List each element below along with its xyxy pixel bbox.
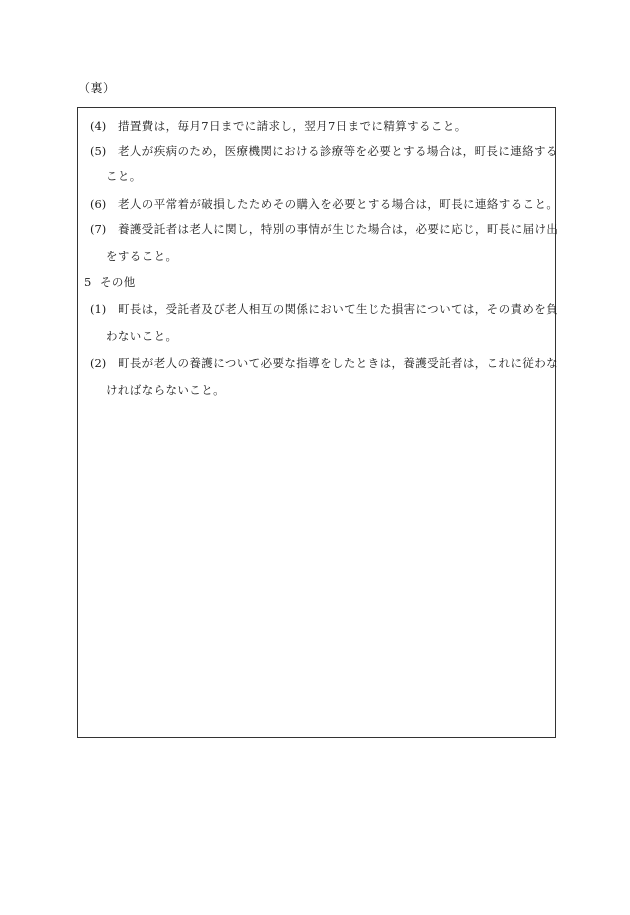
section-title: その他: [100, 275, 136, 289]
section-item-number: (1): [90, 302, 107, 316]
item-text-line: 養護受託者は老人に関し，特別の事情が生じた場合は，必要に応じ，町長に届け出: [118, 222, 559, 236]
item-text-continuation: をすること。: [106, 249, 178, 263]
item-number: (5): [90, 144, 107, 158]
section-item-text-line: 町長は，受託者及び老人相互の関係において生じた損害については，その責めを負: [118, 302, 559, 316]
item-text-line: 老人が疾病のため，医療機関における診療等を必要とする場合は，町長に連絡する: [118, 144, 558, 158]
item-text-line: 老人の平常着が破損したためその購入を必要とする場合は，町長に連絡すること。: [118, 197, 559, 211]
item-text-line: 措置費は，毎月7日までに請求し，翌月7日までに精算すること。: [118, 119, 467, 133]
item-number: (7): [90, 222, 107, 236]
section-item-text-continuation: ければならないこと。: [106, 383, 225, 397]
section-number: 5: [84, 275, 92, 289]
item-number: (6): [90, 197, 107, 211]
section-item-text-continuation: わないこと。: [106, 329, 178, 343]
section-item-number: (2): [90, 356, 107, 370]
item-text-continuation: こと。: [106, 169, 142, 183]
section-item-text-line: 町長が老人の養護について必要な指導をしたときは，養護受託者は，これに従わな: [118, 356, 559, 370]
page-header-label: （裏）: [78, 81, 116, 95]
item-number: (4): [90, 119, 107, 133]
